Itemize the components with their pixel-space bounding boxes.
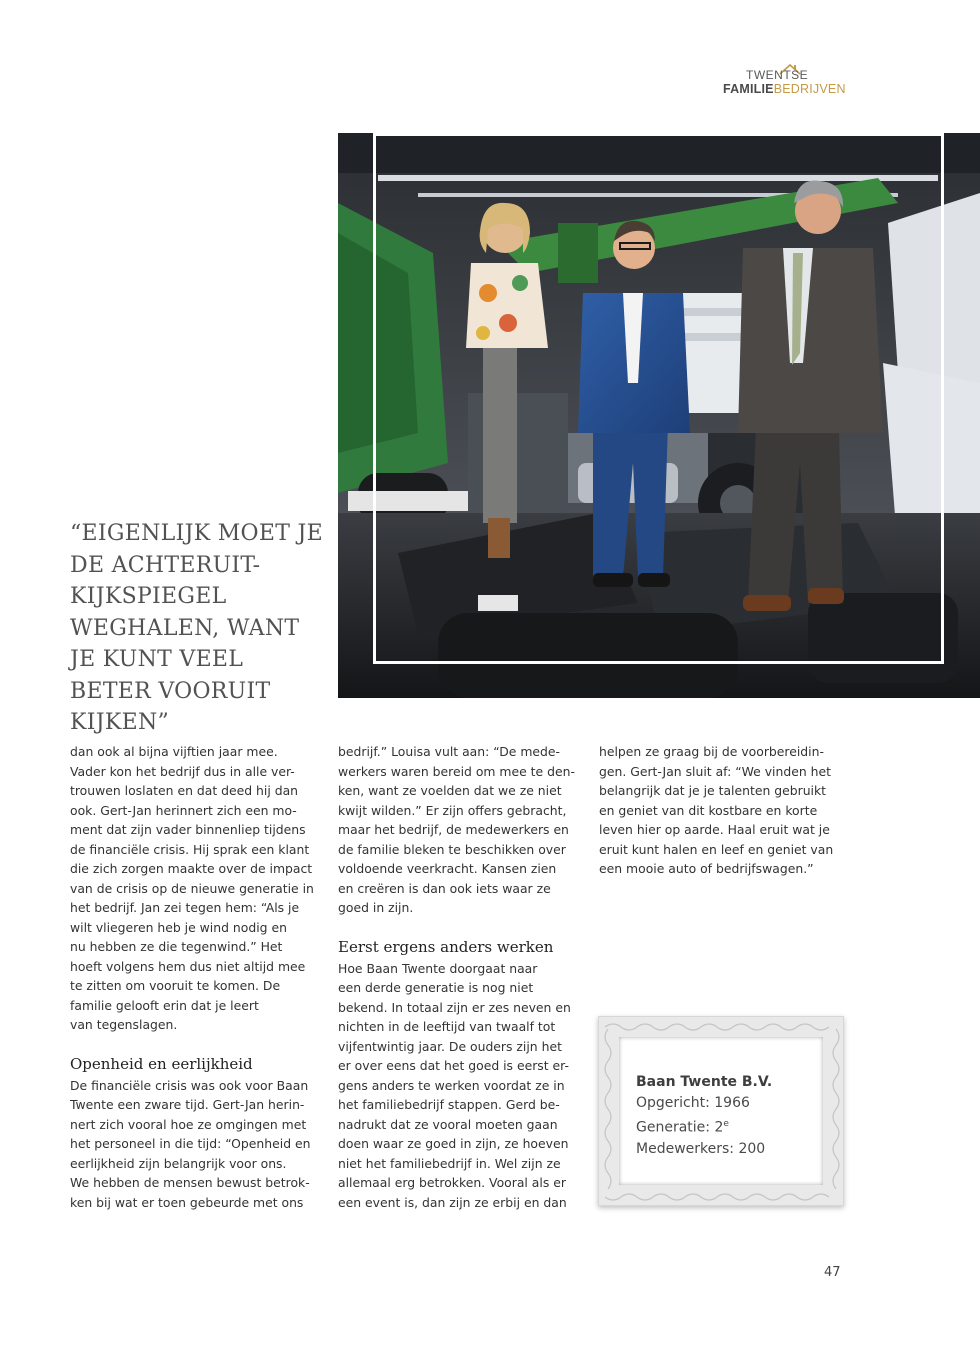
section-heading: Eerst ergens anders werken bbox=[338, 937, 554, 956]
section-heading: Openheid en eerlijkheid bbox=[70, 1054, 253, 1073]
article-column-1 bbox=[70, 742, 320, 1212]
fact-box-text bbox=[636, 1072, 772, 1160]
fact-company-name: Baan Twente B.V. bbox=[636, 1074, 773, 1090]
paragraph: Hoe Baan Twente doorgaat naar een derde generatie is nog niet bekend. In totaal zijn er zes neven en nichten in de leeftijd van twaalf tot vijfentwintig jaar. De ouders zijn het er over eens dat het goed is eerst er- gens anders te werken voordat ze in het familiebedrijf stappen. Gerd be- nadrukt dat ze vooral moeten gaan doen waar ze goed in zijn, ze hoeven niet het familiebedrijf in. Wel zijn ze allemaal erg betrokken. Vooral als er een event is, dan zijn ze erbij en dan bbox=[338, 960, 571, 1210]
magazine-logo bbox=[720, 62, 850, 98]
logo-bedrijven: BEDRIJVEN bbox=[773, 82, 846, 96]
pull-quote: “EIGENLIJK MOET JE DE ACHTERUIT-KIJKSPIEGEL WEGHALEN, WANT JE KUNT VEEL BETER VOORUIT KIJKEN” bbox=[70, 521, 323, 735]
feature-photo bbox=[338, 133, 980, 698]
article-column-3 bbox=[599, 742, 849, 879]
fact-founded: Opgericht: 1966 bbox=[636, 1095, 750, 1111]
fact-employees: Medewerkers: 200 bbox=[636, 1140, 766, 1157]
logo-line-2 bbox=[723, 82, 846, 96]
logo-familie: FAMILIE bbox=[723, 82, 774, 96]
logo-line-1: TWENTSE bbox=[746, 68, 809, 82]
page-number: 47 bbox=[824, 1265, 841, 1280]
paragraph: helpen ze graag bij de voorbereidin- gen. Gert-Jan sluit af: “We vinden het belangrijk dat je je talenten gebruikt en geniet van dit kostbare en korte leven hier op aarde. Haal eruit wat je eruit kunt halen en leef en geniet van een mooie auto of bedrijfswagen.” bbox=[599, 744, 834, 876]
article-column-2 bbox=[338, 742, 588, 1212]
fact-generation: Generatie: 2e bbox=[636, 1119, 729, 1136]
paragraph: bedrijf.” Louisa vult aan: “De mede- werkers waren bereid om mee te den- ken, want ze voelden dat we ze niet kwijt wilden.” Er zijn offers gebracht, maar het bedrijf, de medewerkers en de familie bleken te beschikken over voldoende veerkracht. Kansen zien en creëren is dan ook iets waar ze goed in zijn. bbox=[338, 744, 575, 915]
paragraph: De financiële crisis was ook voor Baan Twente een zware tijd. Gert-Jan herin- nert zich vooral hoe ze omgingen met het personeel in die tijd: “Openheid en eerlijkheid zijn belangrijk voor ons. We hebben de mensen bewust betrok- ken bij wat er toen gebeurde met ons bbox=[70, 1077, 311, 1210]
paragraph: dan ook al bijna vijftien jaar mee. Vader kon het bedrijf dus in alle ver- trouwen loslaten en dat deed hij dan ook. Gert-Jan herinnert zich een mo- ment dat zijn vader binnenliep tijdens de financiële crisis. Hij sprak een klant die zich zorgen maakte over de impact van de crisis op de nieuwe generatie in het bedrijf. Jan zei tegen hem: “Als je wilt vliegeren heb je wind nodig en nu hebben ze die tegenwind.” Het hoeft volgens hem dus niet altijd mee te zitten om vooruit te komen. De familie gelooft erin dat je leert van tegenslagen. bbox=[70, 744, 314, 1032]
